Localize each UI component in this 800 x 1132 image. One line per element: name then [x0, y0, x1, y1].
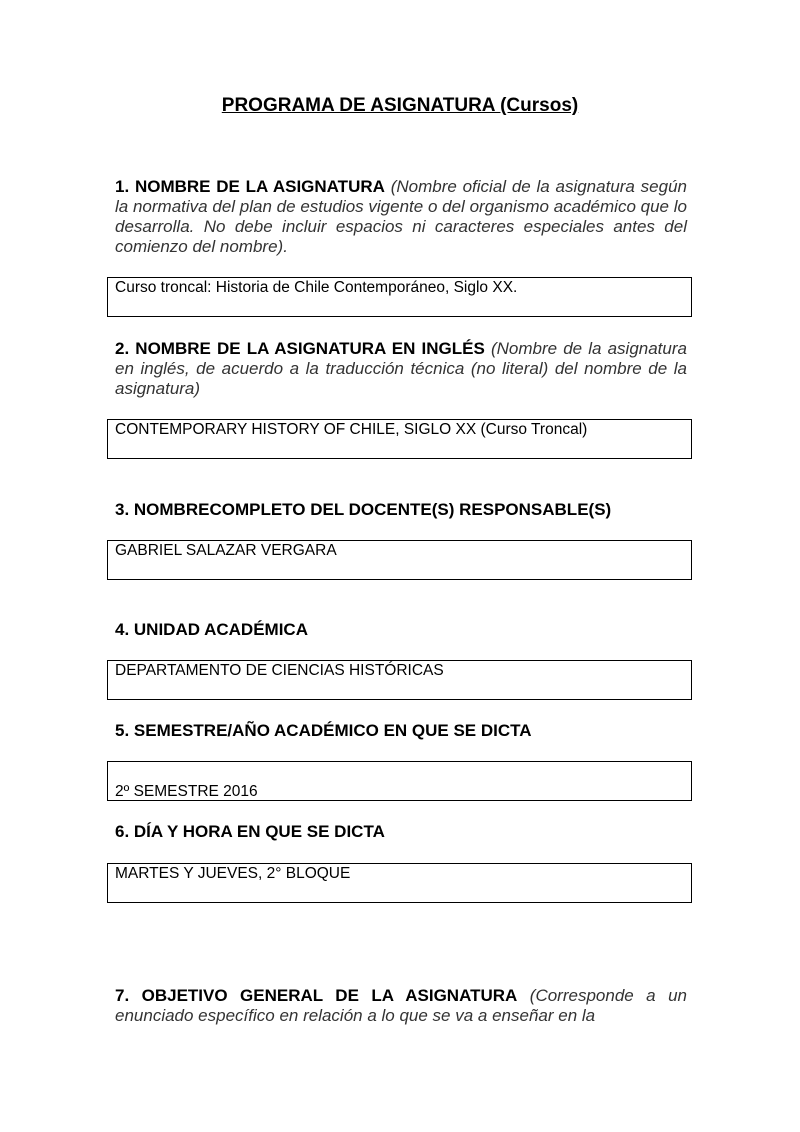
section-5-answer-box[interactable] [107, 761, 692, 801]
section-3 [115, 500, 687, 520]
section-4-value: DEPARTAMENTO DE CIENCIAS HISTÓRICAS [115, 662, 444, 679]
section-1 [115, 177, 687, 257]
section-2 [115, 339, 687, 399]
section-5 [115, 721, 687, 741]
section-1-value: Curso troncal: Historia de Chile Contemporáneo, Siglo XX. [115, 279, 518, 296]
section-1-heading: 1. NOMBRE DE LA ASIGNATURA [115, 177, 385, 196]
section-4-heading: 4. UNIDAD ACADÉMICA [115, 620, 308, 639]
section-4 [115, 620, 687, 640]
page-title-text: PROGRAMA DE ASIGNATURA (Cursos) [221, 95, 579, 116]
section-2-answer-box[interactable] [107, 419, 692, 459]
section-1-hint: (Nombre oficial de la asignatura según la normativa del plan de estudios vigente o del organismo académico que lo desarrolla. No debe incluir espacios ni caracteres especiales antes del comienzo del nombre). [115, 177, 687, 256]
section-6-answer-box[interactable] [107, 863, 692, 903]
section-1-answer-box[interactable] [107, 277, 692, 317]
section-6 [115, 822, 687, 842]
section-3-heading: 3. NOMBRECOMPLETO DEL DOCENTE(S) RESPONSABLE(S) [115, 500, 612, 519]
section-7-heading: 7. OBJETIVO GENERAL DE LA ASIGNATURA [115, 986, 518, 1005]
section-2-value: CONTEMPORARY HISTORY OF CHILE, SIGLO XX (Curso Troncal) [115, 421, 588, 438]
section-6-value: MARTES Y JUEVES, 2° BLOQUE [115, 865, 351, 882]
section-5-value: 2º SEMESTRE 2016 [115, 783, 258, 800]
section-7-hint: (Corresponde a un enunciado específico en relación a lo que se va a enseñar en la [115, 986, 687, 1025]
section-3-value: GABRIEL SALAZAR VERGARA [115, 542, 337, 559]
section-2-hint: (Nombre de la asignatura en inglés, de acuerdo a la traducción técnica (no literal) del nombre de la asignatura) [115, 339, 687, 398]
section-6-heading: 6. DÍA Y HORA EN QUE SE DICTA [115, 822, 385, 841]
section-5-heading: 5. SEMESTRE/AÑO ACADÉMICO EN QUE SE DICTA [115, 721, 532, 740]
page-title [0, 94, 800, 118]
section-4-answer-box[interactable] [107, 660, 692, 700]
section-7 [115, 986, 687, 1026]
section-2-heading: 2. NOMBRE DE LA ASIGNATURA EN INGLÉS [115, 339, 485, 358]
section-3-answer-box[interactable] [107, 540, 692, 580]
